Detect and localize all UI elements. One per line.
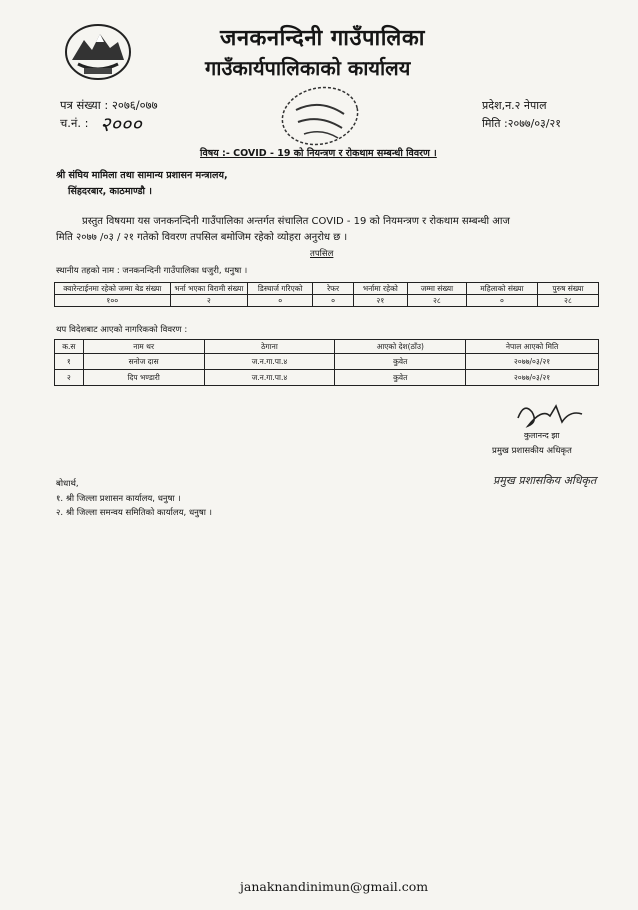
table-header-cell: पुरुष संख्या xyxy=(537,283,598,295)
table-cell: ० xyxy=(466,295,537,307)
table-cell: कुवेत xyxy=(335,370,466,386)
table-cell: ज.न.गा.पा.४ xyxy=(204,354,335,370)
table-row xyxy=(55,295,599,307)
table-cell: २ xyxy=(170,295,248,307)
table-header-cell: ठेगाना xyxy=(204,340,335,354)
addressee-line2: सिंहदरबार, काठमाण्डौ । xyxy=(68,186,152,197)
cc-item: १. श्री जिल्ला प्रशासन कार्यालय, धनुषा । xyxy=(56,494,181,504)
table-header-cell: आएको देश(ठाँउ) xyxy=(335,340,466,354)
chalani-number: २००० xyxy=(100,112,142,136)
patra-sankhya: पत्र संख्या : २०७६/०७७ xyxy=(60,98,158,112)
covid-summary-table xyxy=(54,282,599,307)
table-cell: २ xyxy=(55,370,84,386)
table-cell: २०७७/०३/२१ xyxy=(466,354,599,370)
table-cell: ज.न.गा.पा.४ xyxy=(204,370,335,386)
table-header-row xyxy=(55,340,599,354)
table-header-cell: रेफर xyxy=(313,283,354,295)
table-header-cell: नाम थर xyxy=(83,340,204,354)
signatory-name: कुलानन्द झा xyxy=(524,431,560,440)
table-header-cell: क.स xyxy=(55,340,84,354)
bodharth-label: बोधार्थ, xyxy=(56,479,79,489)
signatory-role: प्रमुख प्रशासकीय अधिकृत xyxy=(492,446,572,456)
footer-email: janaknandinimun@gmail.com xyxy=(240,879,429,894)
table-cell: सनोज दास xyxy=(83,354,204,370)
addressee-line1: श्री संघिय मामिला तथा सामान्य प्रशासन मन्त्रालय, xyxy=(56,170,228,181)
signatory-stamp: प्रमुख प्रशासकिय अधिकृत xyxy=(493,474,597,487)
table-row xyxy=(55,354,599,370)
table-header-row xyxy=(55,283,599,295)
cc-item: २. श्री जिल्ला समन्वय समितिको कार्यालय, धनुषा । xyxy=(56,508,212,518)
table-cell: दिप भण्डारी xyxy=(83,370,204,386)
table-header-cell: महिलाको संख्या xyxy=(466,283,537,295)
table-cell: ० xyxy=(248,295,313,307)
table-cell: २८ xyxy=(407,295,466,307)
table-cell: २०७७/०३/२१ xyxy=(466,370,599,386)
tapsil-heading: तपसिल xyxy=(310,249,334,259)
table-cell: ० xyxy=(313,295,354,307)
table-header-cell: भर्ना भएका विरामी संख्या xyxy=(170,283,248,295)
local-level-name: स्थानीय तहको नाम : जनकनन्दिनी गाउँपालिका धजुरी, धनुषा । xyxy=(56,266,248,276)
table-header-cell: भर्नामा रहेको xyxy=(353,283,407,295)
province-label: प्रदेश,न.२ नेपाल xyxy=(482,99,547,112)
table-cell: १ xyxy=(55,354,84,370)
table-cell: कुवेत xyxy=(335,354,466,370)
table-row xyxy=(55,370,599,386)
signature-icon xyxy=(512,398,592,432)
table-header-cell: जम्मा संख्या xyxy=(407,283,466,295)
foreign-returnees-label: थप विदेशबाट आएको नागरिकको विवरण : xyxy=(56,325,188,335)
table-header-cell: डिस्चार्ज गरिएको xyxy=(248,283,313,295)
table-cell: २१ xyxy=(353,295,407,307)
table-header-cell: क्वारेन्टाईनमा रहेको जम्मा बेड संख्या xyxy=(55,283,171,295)
body-line2: मिति २०७७ /०३ / २१ गतेको विवरण तपसिल बमोजिम रहेको व्योहरा अनुरोध छ । xyxy=(56,232,348,243)
office-seal-icon xyxy=(278,84,362,148)
nepal-emblem-icon xyxy=(64,22,132,82)
office-subtitle: गाउँकार्यपालिकाको कार्यालय xyxy=(205,56,411,80)
foreign-returnees-table xyxy=(54,339,599,386)
table-cell: १०० xyxy=(55,295,171,307)
chalani-label: च.नं. : xyxy=(60,116,89,130)
subject-line: विषय :- COVID - 19 को नियन्त्रण र रोकथाम सम्बन्धी विवरण । xyxy=(200,148,437,159)
table-header-cell: नेपाल आएको मिति xyxy=(466,340,599,354)
body-line1: प्रस्तुत विषयमा यस जनकनन्दिनी गाउँपालिका अन्तर्गत संचालित COVID - 19 को नियमन्त्रण र रोकथाम सम्बन्धी आज xyxy=(82,216,510,227)
letter-date: मिति :२०७७/०३/२१ xyxy=(482,117,561,130)
office-title: जनकनन्दिनी गाउँपालिका xyxy=(220,25,425,51)
table-cell: २८ xyxy=(537,295,598,307)
